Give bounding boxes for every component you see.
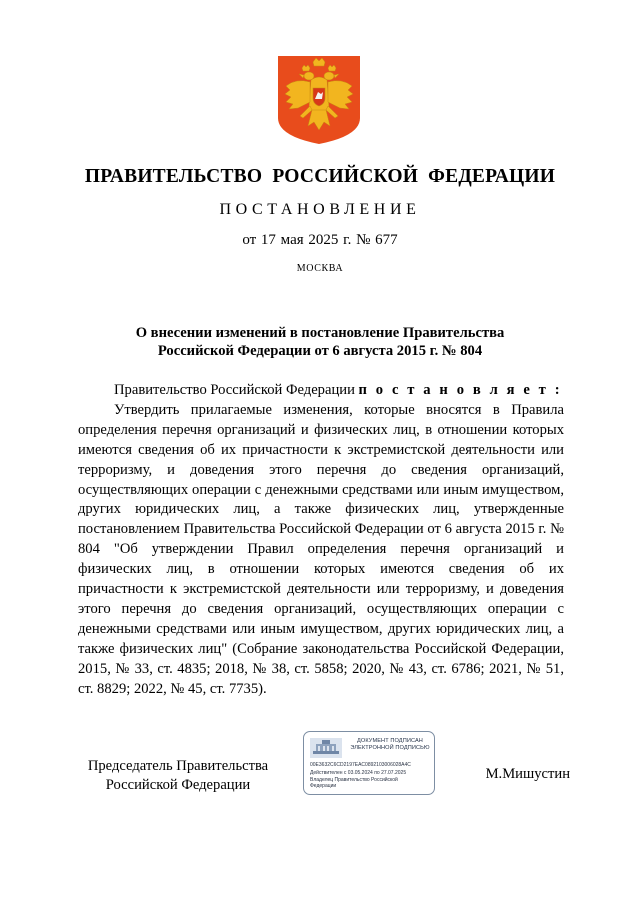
stamp-validity: Действителен с 03.05.2024 по 27.07.2025 — [310, 770, 407, 776]
coat-of-arms-emblem — [276, 56, 362, 144]
signatory-position — [78, 757, 278, 795]
document-subject — [60, 324, 580, 360]
stamp-heading-line-1: ДОКУМЕНТ ПОДПИСАН — [357, 738, 423, 744]
subject-line-1: О внесении изменений в постановление Правительства — [135, 325, 505, 341]
preamble-text: Правительство Российской Федерации — [114, 382, 355, 398]
government-building-icon — [310, 738, 342, 758]
signatory-position-line-1: Председатель Правительства — [87, 758, 269, 774]
stamp-certificate: 00E3632C6CD2197EAC0892103006028A4C — [310, 762, 411, 768]
signatory-name: М.Мишустин — [485, 766, 570, 782]
electronic-signature-stamp — [303, 731, 435, 795]
preamble — [78, 381, 564, 401]
stamp-heading-line-2: ЭЛЕКТРОННОЙ ПОДПИСЬЮ — [350, 745, 430, 752]
stamp-heading — [348, 738, 432, 753]
stamp-owner-line-1: Владелец Правительство Российской — [310, 777, 398, 783]
government-title: ПРАВИТЕЛЬСТВО РОССИЙСКОЙ ФЕДЕРАЦИИ — [84, 166, 556, 187]
subject-line-2: Российской Федерации от 6 августа 2015 г. № 804 — [157, 343, 483, 359]
stamp-owner-line-2: Федерации — [310, 783, 337, 789]
main-paragraph: Утвердить прилагаемые изменения, которые вносятся в Правила определения перечня организаций и физических лиц, в отношении которых имеются сведения об их причастности к экстремистской деятельности или терроризму, и доведения этого перечня до сведения организаций, осуществляющих операции с денежными средствами или иным имуществом, других юридических лиц, а также физических лиц, утвержденные постановлением Правительства Российской Федерации от 6 августа 2015 г. № 804 "Об утверждении Правил определения перечня организаций и физических лиц, в отношении которых имеются сведения об их причастности к экстремистской деятельности или терроризму, и доведения этого перечня до сведения организаций, осуществляющих операции с денежными средствами или иным имуществом, других юридических лиц, а также физических лиц" (Собрание законодательства Российской Федерации, 2015, № 33, ст. 4835; 2018, № 38, ст. 5858; 2020, № 43, ст. 6786; 2021, № 51, ст. 8829; 2022, № 45, ст. 7735). — [78, 401, 564, 697]
document-city: МОСКВА — [296, 263, 344, 274]
document-date-number: от 17 мая 2025 г. № 677 — [242, 232, 398, 248]
document-body — [78, 381, 564, 700]
signatory-position-line-2: Российской Федерации — [105, 777, 251, 793]
decree-word: п о с т а н о в л я е т : — [358, 382, 563, 398]
double-headed-eagle-icon — [276, 56, 362, 144]
document-type: ПОСТАНОВЛЕНИЕ — [219, 201, 421, 218]
